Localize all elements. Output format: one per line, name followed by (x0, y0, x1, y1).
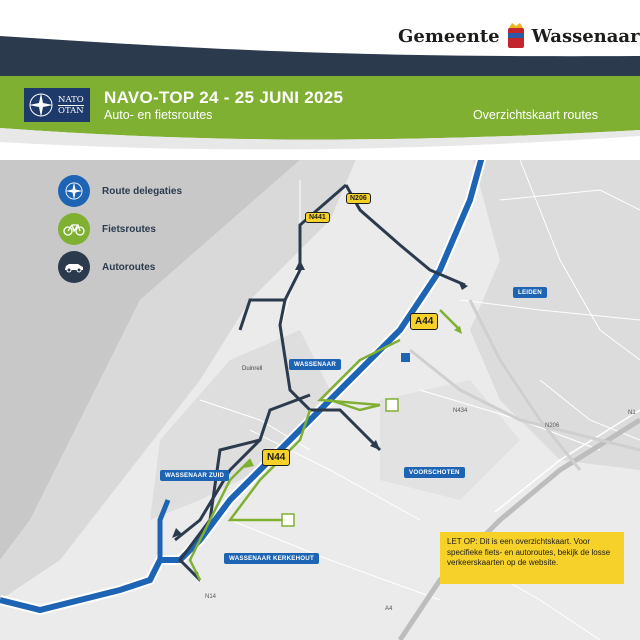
road-label-a4: A4 (385, 606, 393, 612)
nato-text: NATO OTAN (58, 94, 84, 116)
municipality-brand (398, 22, 640, 50)
town-label-duinrell: Duinrell (242, 366, 263, 372)
road-label-n434: N434 (453, 408, 468, 414)
legend-item-delegations (58, 175, 182, 207)
nato-logo (24, 88, 90, 122)
wassenaar-crest-icon (505, 22, 527, 50)
page-subtitle: Auto- en fietsroutes (104, 108, 213, 122)
road-sign-n44: N44 (262, 449, 290, 466)
legend-label: Route delegaties (102, 185, 183, 197)
page-title: NAVO-TOP 24 - 25 JUNI 2025 (104, 88, 344, 107)
place-label-leiden: LEIDEN (513, 287, 547, 298)
road-sign-n441: N441 (305, 212, 330, 223)
road-label-n206: N206 (545, 423, 560, 429)
road-sign-n206: N206 (346, 193, 371, 204)
parking-icon (401, 353, 410, 362)
nato-star-icon (58, 175, 90, 207)
legend-item-bike (58, 213, 156, 245)
bicycle-icon (58, 213, 90, 245)
place-label-wassenaar-zuid: WASSENAAR ZUID (160, 470, 229, 481)
place-label-wassenaar: WASSENAAR (289, 359, 341, 370)
road-label-n14: N14 (205, 594, 217, 600)
nato-star-icon (26, 90, 56, 120)
place-label-wassenaar-kerkehout: WASSENAAR KERKEHOUT (224, 553, 319, 564)
road-label-n1: N1 (628, 410, 636, 416)
notice-box: LET OP: Dit is een overzichtskaart. Voor specifieke fiets- en autoroutes, bekijk de losse verkeerskaarten op de website. (440, 532, 624, 584)
brand-right: Wassenaar (531, 25, 640, 47)
place-label-voorschoten: VOORSCHOTEN (404, 467, 465, 478)
car-icon (58, 251, 90, 283)
legend-label: Autoroutes (102, 261, 156, 273)
brand-left: Gemeente (398, 25, 500, 47)
legend-item-car (58, 251, 155, 283)
legend-label: Fietsroutes (102, 223, 156, 235)
map-type-label: Overzichtskaart routes (472, 108, 598, 122)
road-sign-a44: A44 (410, 313, 438, 330)
